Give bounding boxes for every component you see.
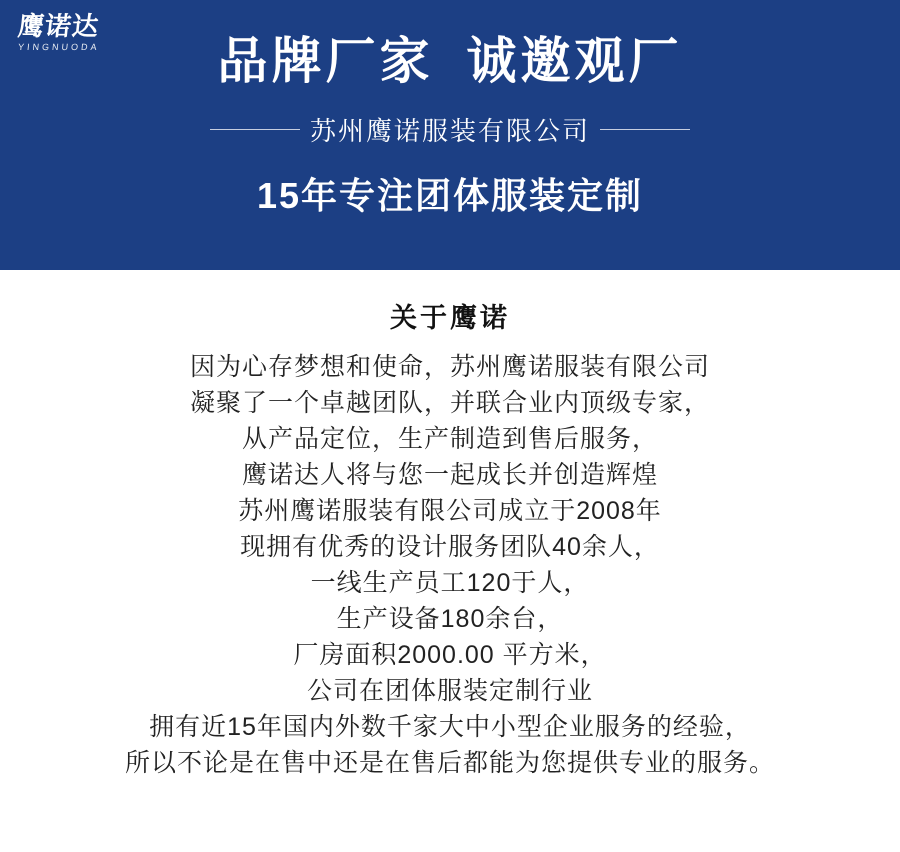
banner-content <box>0 0 900 270</box>
about-heading: 关于鹰诺 <box>390 303 510 333</box>
about-line: 公司在团体服装定制行业 <box>306 677 593 705</box>
about-line: 厂房面积2000.00 平方米， <box>293 641 607 669</box>
brand-logo-pinyin: YINGNUODA <box>17 42 101 52</box>
about-line: 生产设备180余台， <box>336 605 564 633</box>
divider-right <box>600 129 690 130</box>
hero-banner <box>0 0 900 270</box>
banner-slogan: 15年专注团体服装定制 <box>256 175 644 216</box>
about-line: 一线生产员工120于人， <box>310 569 590 597</box>
about-body <box>0 349 900 781</box>
banner-title: 品牌厂家 诚邀观厂 <box>217 33 683 89</box>
brand-logo-name: 鹰诺达 <box>16 12 101 41</box>
about-line: 鹰诺达人将与您一起成长并创造辉煌 <box>241 461 658 489</box>
company-name: 苏州鹰诺服装有限公司 <box>310 116 591 146</box>
about-line: 因为心存梦想和使命，苏州鹰诺服装有限公司 <box>189 353 710 381</box>
about-line: 从产品定位，生产制造到售后服务， <box>241 425 658 453</box>
about-line: 现拥有优秀的设计服务团队40余人， <box>240 533 660 561</box>
about-section <box>0 270 900 781</box>
about-line: 凝聚了一个卓越团队，并联合业内顶级专家， <box>189 389 710 417</box>
about-line: 拥有近15年国内外数千家大中小型企业服务的经验， <box>149 713 751 741</box>
about-line: 苏州鹰诺服装有限公司成立于2008年 <box>238 497 662 525</box>
divider-left <box>210 129 300 130</box>
banner-subtitle-row <box>210 111 690 148</box>
about-line: 所以不论是在售中还是在售后都能为您提供专业的服务。 <box>124 749 775 777</box>
